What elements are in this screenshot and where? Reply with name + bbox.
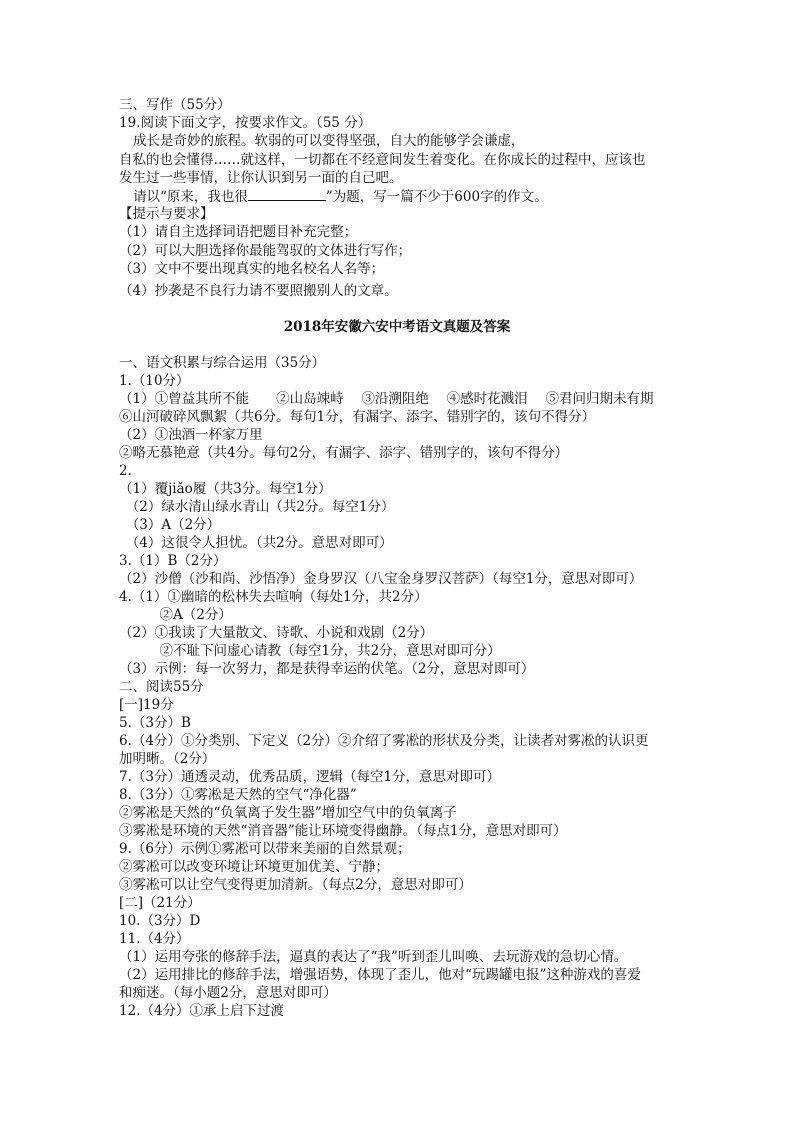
answer-line: 4.（1）①幽暗的松林失去喧响（每处1分，共2分）	[119, 589, 428, 605]
question-19: 19.阅读下面文字，按要求作文。（55 分）	[119, 115, 372, 131]
prompt-line-3: 发生过一些事情，让你认识到另一面的自己吧。	[119, 170, 403, 186]
answer-line: [二]（21分）	[119, 895, 201, 911]
answer-line: 7.（3分）通透灵动，优秀品质，逻辑（每空1分，意思对即可）	[119, 769, 501, 785]
answer-line: 6.（4分）①分类别、下定义（2分）②介绍了雾凇的形状及分类，让读者对雾凇的认识更	[119, 733, 649, 749]
writing-section-title: 三、写作（55分）	[119, 97, 231, 113]
title-blank	[248, 187, 326, 201]
tip-4: （4）抄袭是不良行力请不要照搬别人的文章。	[119, 283, 398, 299]
answer-line: （1）覆jiǎo履（共3分。每空1分）	[119, 481, 332, 497]
answer-line: 3.（1）B（2分）	[119, 553, 227, 569]
answer-line: 9.（6分）示例①雾凇可以带来美丽的自然景观；	[119, 841, 411, 857]
prompt-line-4	[133, 187, 548, 206]
answer-line: [一]19分	[119, 697, 174, 713]
answer-line: ⑥山河破碎风飘絮（共6分。每句1分，有漏字、添字、错别字的，该句不得分）	[119, 409, 596, 425]
prompt-line-4-start: 请以“原来，我也很	[133, 189, 248, 205]
tips-title: 【提示与要求】	[119, 206, 214, 222]
answer-line: ③雾凇可以让空气变得更加清新。（每点2分，意思对即可）	[119, 877, 472, 893]
answer-line: ②雾凇是天然的“负氧离子发生器”增加空气中的负氧离子	[119, 805, 457, 821]
answer-line: （1）运用夸张的修辞手法，逼真的表达了“我”听到歪儿叫唤、去玩游戏的急切心情。	[119, 949, 628, 965]
answer-line: ③雾凇是环境的天然“消音器”能让环境变得幽静。（每点1分，意思对即可）	[119, 823, 567, 839]
answer-line: 8.（3分）①雾凇是天然的空气“净化器”	[119, 787, 357, 803]
answer-line: （2）绿水清山绿水青山（共2分。每空1分）	[119, 499, 395, 515]
answer-line: 一、语文积累与综合运用（35分）	[119, 355, 326, 371]
tip-3: （3）文中不要出现真实的地名校名人名等；	[119, 261, 385, 277]
answer-line: ②略无慕艳意（共4分。每句2分，有漏字、添字、错别字的，该句不得分）	[119, 445, 569, 461]
prompt-line-2: 自私的也会懂得……就这样，一切都在不经意间发生着变化。在你成长的过程中，应该也	[119, 152, 646, 168]
answer-line: 11.（4分）	[119, 931, 190, 947]
answer-line: 5.（3分）B	[119, 715, 191, 731]
answer-line: （2）沙僧（沙和尚、沙悟净）金身罗汉（八宝金身罗汉菩萨）（每空1分，意思对即可）	[119, 571, 643, 587]
prompt-line-4-end: ”为题，写一篇不少于600字的作文。	[325, 189, 548, 205]
answer-line: （2）运用排比的修辞手法，增强语势，体现了歪儿，他对“玩踢罐电报”这种游戏的喜爱	[119, 967, 641, 983]
answer-line: （4）这很令人担忧。（共2分。意思对即可）	[119, 535, 393, 551]
answer-line: （3）A（2分）	[119, 517, 221, 533]
answers-title: 2018年安徽六安中考语文真题及答案	[283, 319, 511, 335]
tip-2: （2）可以大胆选择你最能驾驭的文体进行写作；	[119, 243, 412, 259]
answer-line: （3）示例：每一次努力，都是获得幸运的伏笔。（2分，意思对即可）	[119, 661, 535, 677]
answer-line: 加明晰。（2分）	[119, 751, 216, 767]
answer-line: 10.（3分）D	[119, 913, 201, 929]
tip-1: （1）请自主选择词语把题目补充完整；	[119, 224, 358, 240]
answer-line: （2）①我读了大量散文、诗歌、小说和戏剧（2分）	[119, 625, 434, 641]
answer-line: 1.（10分）	[119, 373, 190, 389]
answer-line: ②雾凇可以改变环境让环境更加优美、宁静；	[119, 859, 389, 875]
answer-line: 12.（4分）①承上启下过渡	[119, 1003, 285, 1019]
answer-line: 二、阅读55分	[119, 679, 204, 695]
answer-line: （1）①曾益其所不能 ②山岛竦峙 ③沿溯阻绝 ④感时花溅泪 ⑤君问归期未有期	[119, 391, 654, 407]
answer-line: 2.	[119, 463, 132, 479]
answer-line: ②不耻下问虚心请教（每空1分，共2分，意思对即可分）	[119, 643, 501, 659]
answer-line: 和痴迷。（每小题2分，意思对即可）	[119, 985, 337, 1001]
answer-line: ②A（2分）	[119, 607, 232, 623]
answer-line: （2）①浊酒一杯家万里	[119, 427, 263, 443]
prompt-line-1: 成长是奇妙的旅程。软弱的可以变得坚强，自大的能够学会谦虚，	[133, 133, 525, 149]
